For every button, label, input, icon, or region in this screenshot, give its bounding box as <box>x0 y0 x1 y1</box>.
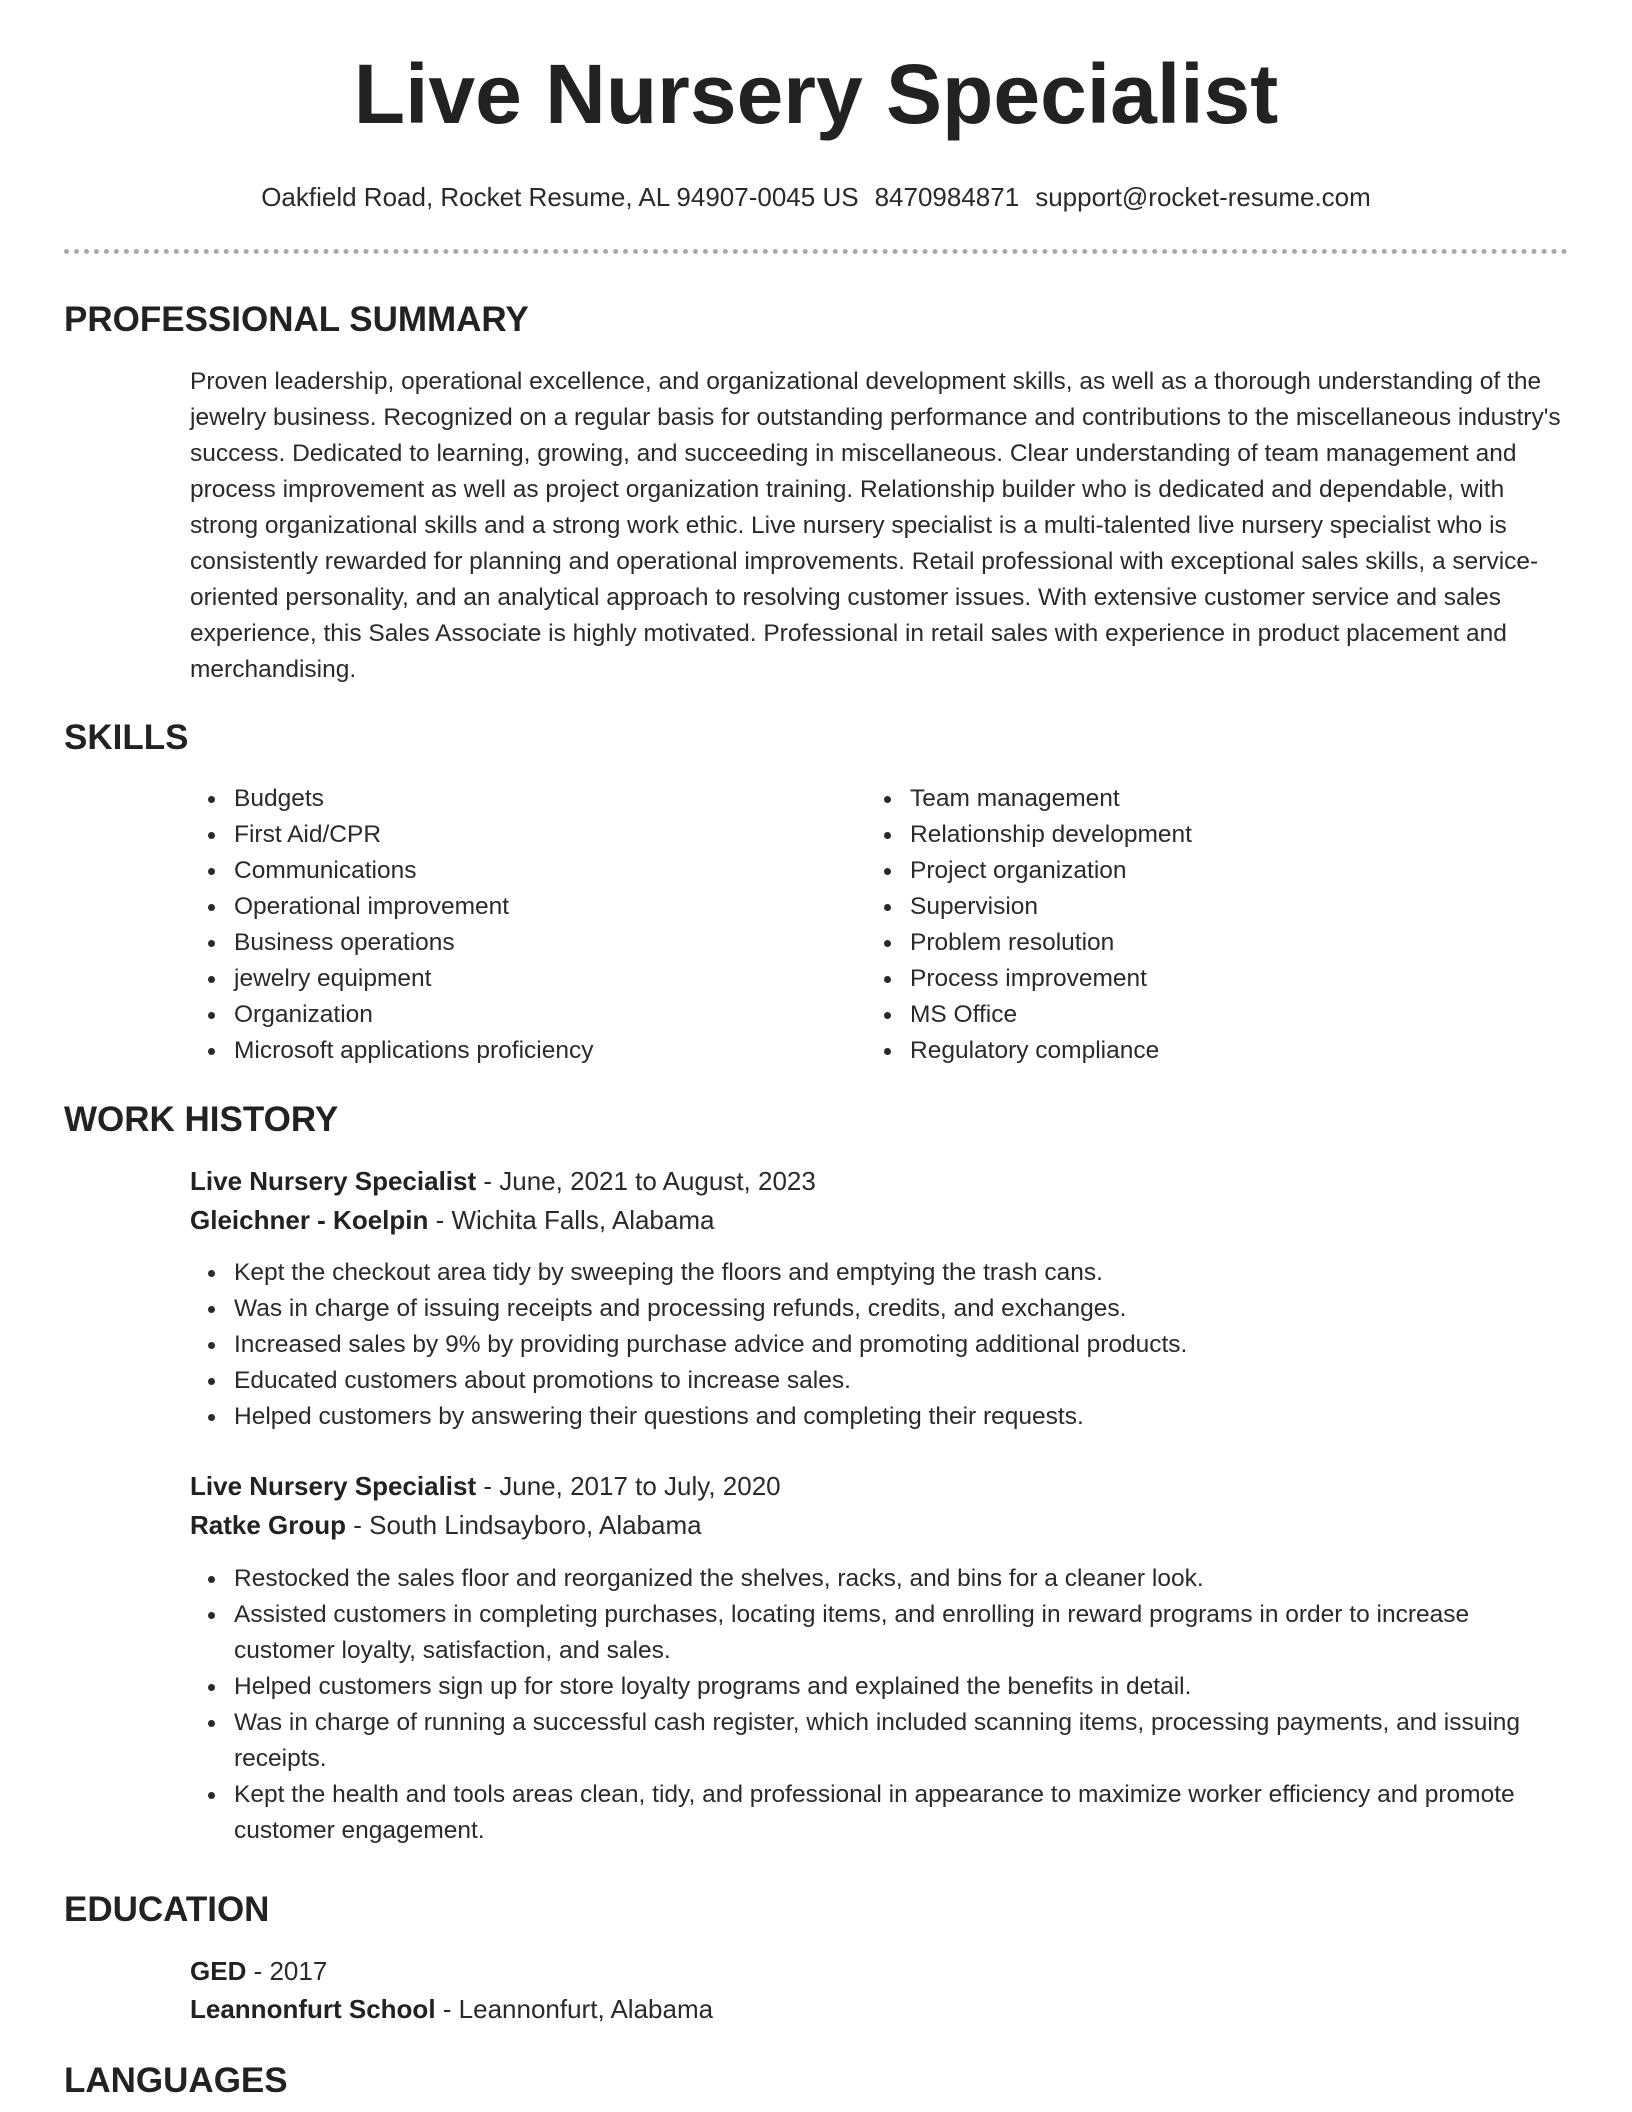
skills-column-left <box>190 781 850 1069</box>
job-bullet: Assisted customers in completing purchases, locating items, and enrolling in reward programs in order to increase customer loyalty, satisfaction, and sales. <box>190 1597 1568 1669</box>
skill-item: Supervision <box>866 889 1566 925</box>
education-degree-line <box>190 1953 327 1989</box>
skill-item: Relationship development <box>866 817 1566 853</box>
education-year: - 2017 <box>246 1956 328 1986</box>
section-title-languages: LANGUAGES <box>64 2061 288 2100</box>
job-company: Gleichner - Koelpin <box>190 1205 429 1235</box>
job-title: Live Nursery Specialist <box>190 1166 477 1196</box>
job-bullet: Was in charge of running a successful cash register, which included scanning items, processing payments, and issuing receipts. <box>190 1705 1568 1777</box>
job-bullets <box>190 1255 1568 1435</box>
summary-text: Proven leadership, operational excellence, and organizational development skills, as well as a thorough understanding of the jewelry business. Recognized on a regular basis for outstanding performance and contributions to the miscellaneous industry's success. Dedicated to learning, growing, and succeeding in miscellaneous. Clear understanding of team management and process improvement as well as project organization training. Relationship builder who is dedicated and dependable, with strong organizational skills and a strong work ethic. Live nursery specialist is a multi-talented live nursery specialist who is consistently rewarded for planning and operational improvements. Retail professional with exceptional sales skills, a service-oriented personality, and an analytical approach to resolving customer issues. With extensive customer service and sales experience, this Sales Associate is highly motivated. Professional in retail sales with experience in product placement and merchandising. <box>190 368 1561 683</box>
header-divider <box>64 249 1568 254</box>
contact-phone: 8470984871 <box>874 182 1020 212</box>
contact-line <box>0 182 1632 213</box>
education-school-line <box>190 1991 713 2027</box>
skill-item: Regulatory compliance <box>866 1033 1566 1069</box>
job-bullet: Kept the health and tools areas clean, tidy, and professional in appearance to maximize worker efficiency and promote customer engagement. <box>190 1777 1568 1849</box>
job-bullet: Educated customers about promotions to increase sales. <box>190 1363 1568 1399</box>
skill-item: Team management <box>866 781 1566 817</box>
job-bullet: Kept the checkout area tidy by sweeping the floors and emptying the trash cans. <box>190 1255 1568 1291</box>
job-dates: - June, 2017 to July, 2020 <box>476 1471 781 1501</box>
job-company-line <box>190 1507 702 1543</box>
job-title-line <box>190 1468 781 1504</box>
education-location: - Leannonfurt, Alabama <box>435 1994 714 2024</box>
job-bullet: Increased sales by 9% by providing purchase advice and promoting additional products. <box>190 1327 1568 1363</box>
skill-item: MS Office <box>866 997 1566 1033</box>
job-title-line <box>190 1163 816 1199</box>
skills-column-right <box>866 781 1566 1069</box>
job-bullet: Helped customers by answering their questions and completing their requests. <box>190 1399 1568 1435</box>
section-title-skills: SKILLS <box>64 718 189 757</box>
skill-item: jewelry equipment <box>190 961 850 997</box>
skill-item: Communications <box>190 853 850 889</box>
job-dates: - June, 2021 to August, 2023 <box>476 1166 816 1196</box>
skill-item: Microsoft applications proficiency <box>190 1033 850 1069</box>
skill-item: Problem resolution <box>866 925 1566 961</box>
skill-item: Budgets <box>190 781 850 817</box>
education-degree: GED <box>190 1956 247 1986</box>
skill-item: Organization <box>190 997 850 1033</box>
job-title: Live Nursery Specialist <box>190 1471 477 1501</box>
contact-email: support@rocket-resume.com <box>1035 182 1371 212</box>
skill-item: Process improvement <box>866 961 1566 997</box>
section-title-education: EDUCATION <box>64 1890 270 1929</box>
job-bullet: Was in charge of issuing receipts and processing refunds, credits, and exchanges. <box>190 1291 1568 1327</box>
skill-item: Business operations <box>190 925 850 961</box>
section-title-summary: PROFESSIONAL SUMMARY <box>64 300 529 339</box>
job-company: Ratke Group <box>190 1510 347 1540</box>
job-bullets <box>190 1561 1568 1849</box>
education-school: Leannonfurt School <box>190 1994 436 2024</box>
job-location: - Wichita Falls, Alabama <box>428 1205 715 1235</box>
job-bullet: Restocked the sales floor and reorganized the shelves, racks, and bins for a cleaner look. <box>190 1561 1568 1597</box>
skill-item: Project organization <box>866 853 1566 889</box>
job-bullet: Helped customers sign up for store loyalty programs and explained the benefits in detail. <box>190 1669 1568 1705</box>
skill-item: First Aid/CPR <box>190 817 850 853</box>
job-location: - South Lindsayboro, Alabama <box>346 1510 702 1540</box>
section-title-work: WORK HISTORY <box>64 1100 339 1139</box>
job-company-line <box>190 1202 714 1238</box>
resume-name: Live Nursery Specialist <box>353 47 1279 141</box>
contact-address: Oakfield Road, Rocket Resume, AL 94907-0045 US <box>261 182 859 212</box>
skill-item: Operational improvement <box>190 889 850 925</box>
